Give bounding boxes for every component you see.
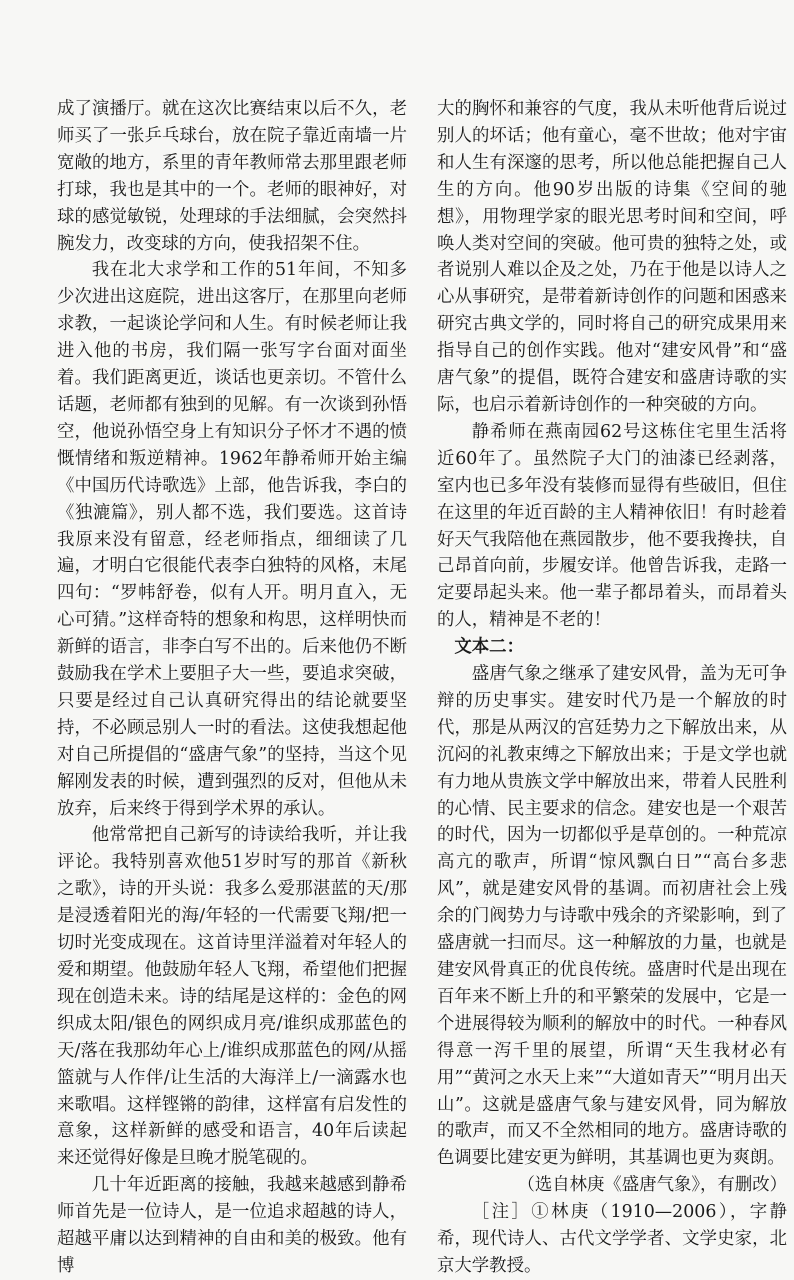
text2-heading: 文本二： bbox=[454, 637, 524, 658]
footnote-label: ［注］ bbox=[471, 1202, 532, 1223]
footnote bbox=[437, 1199, 787, 1280]
footnote-text: ①林庚（1910—2006），字静希，现代诗人、古代文学学者、文学史家，北京大学教授。 bbox=[437, 1202, 787, 1276]
paragraph-6: 静希师在燕南园62号这栋住宅里生活将近60年了。虽然院子大门的油漆已经剥落，室内也已多年没有装修而显得有些破旧，但住在这里的年近百龄的主人精神依旧！有时趁着好天气我陪他在燕园散步，他不要我搀扶，自己昂首向前，步履安详。他曾告诉我，走路一定要昂起头来。他一辈子都昂着头，而昂着头的人，精神是不老的！ bbox=[437, 421, 787, 631]
paragraph-3: 他常常把自己新写的诗读给我听，并让我评论。我特别喜欢他51岁时写的那首《新秋之歌》，诗的开头说：我多么爱那湛蓝的天/那是浸透着阳光的海/年轻的一代需要飞翔/把一切时光变成现在。这首诗里洋溢着对年轻人的爱和期望。他鼓励年轻人飞翔，希望他们把握现在创造未来。诗的结尾是这样的：金色的网织成太阳/银色的网织成月亮/谁织成那蓝色的天/落在我那幼年心上/谁织成那蓝色的网/从摇篮就与人作伴/让生活的大海洋上/一滴露水也来歌唱。这样铿锵的韵律，这样富有启发性的意象，这样新鲜的感受和语言，40年后读起来还觉得好像是旦晚才脱笔砚的。 bbox=[57, 825, 407, 1169]
paragraph-5: 大的胸怀和兼容的气度，我从未听他背后说过别人的坏话；他有童心，毫不世故；他对宇宙和人生有深邃的思考，所以他总能把握自己人生的方向。他90岁出版的诗集《空间的驰想》，用物理学家的眼光思考时间和空间，呼唤人类对空间的突破。他可贵的独特之处，或者说别人难以企及之处，乃在于他是以诗人之心从事研究，是带着新诗创作的问题和困惑来研究古典文学的，同时将自己的研究成果用来指导自己的创作实践。他对“建安风骨”和“盛唐气象”的提倡，既符合建安和盛唐诗歌的实际，也启示着新诗创作的一种突破的方向。 bbox=[437, 99, 787, 415]
paragraph-2: 我在北大求学和工作的51年间，不知多少次进出这庭院，进出这客厅，在那里向老师求教，一起谈论学问和人生。有时候老师让我进入他的书房，我们隔一张写字台面对面坐着。我们距离更近，谈话也更亲切。不管什么话题，老师都有独到的见解。有一次谈到孙悟空，他说孙悟空身上有知识分子怀才不遇的愤慨情绪和叛逆精神。1962年静希师开始主编《中国历代诗歌选》上部，他告诉我，李白的《独漉篇》，别人都不选，我们要选。这首诗我原来没有留意，经老师指点，细细读了几遍，才明白它很能代表李白独特的风格，末尾四句：“罗帏舒卷，似有人开。明月直入，无心可猜。”这样奇特的想象和构思，这样明快而新鲜的语言，非李白写不出的。后来他仍不断鼓励我在学术上要胆子大一些，要追求突破，只要是经过自己认真研究得出的结论就要坚持，不必顾忌别人一时的看法。这使我想起他对自己所提倡的“盛唐气象”的坚持，当这个见解刚发表的时候，遭到强烈的反对，但他从未放弃，后来终于得到学术界的承认。 bbox=[57, 260, 407, 819]
right-column bbox=[437, 96, 787, 1280]
text2-paragraph: 盛唐气象之继承了建安风骨，盖为无可争辩的历史事实。建安时代乃是一个解放的时代，那是从两汉的宫廷势力之下解放出来，从沉闷的礼教束缚之下解放出来；于是文学也就有力地从贵族文学中解放出来，带着人民胜利的心情、民主要求的信念。建安也是一个艰苦的时代，因为一切都似乎是草创的。一种荒凉高亢的歌声，所谓“惊风飘白日”“高台多悲风”，就是建安风骨的基调。而初唐社会上残余的门阀势力与诗歌中残余的齐梁影响，到了盛唐就一扫而尽。这一种解放的力量，也就是建安风骨真正的优良传统。盛唐时代是出现在百年来不断上升的和平繁荣的发展中，它是一个进展得较为顺利的解放中的时代。一种春风得意一泻千里的展望，所谓“天生我材必有用”“黄河之水天上来”“大道如青天”“明月出天山”。这就是盛唐气象与建安风骨，同为解放的歌声，而又不全然相同的地方。盛唐诗歌的色调要比建安更为鲜明，其基调也更为爽朗。 bbox=[437, 664, 787, 1169]
source-citation: （选自林庚《盛唐气象》，有删改） bbox=[517, 1175, 787, 1196]
paragraph-4: 几十年近距离的接触，我越来越感到静希师首先是一位诗人，是一位追求超越的诗人，超越平庸以达到精神的自由和美的极致。他有博 bbox=[57, 1175, 407, 1276]
left-column bbox=[57, 96, 407, 1280]
paragraph-1: 成了演播厅。就在这次比赛结束以后不久，老师买了一张乒乓球台，放在院子靠近南墙一片宽敞的地方，系里的青年教师常去那里跟老师打球，我也是其中的一个。老师的眼神好，对球的感觉敏锐，处理球的手法细腻，会突然抖腕发力，改变球的方向，使我招架不住。 bbox=[57, 99, 407, 254]
